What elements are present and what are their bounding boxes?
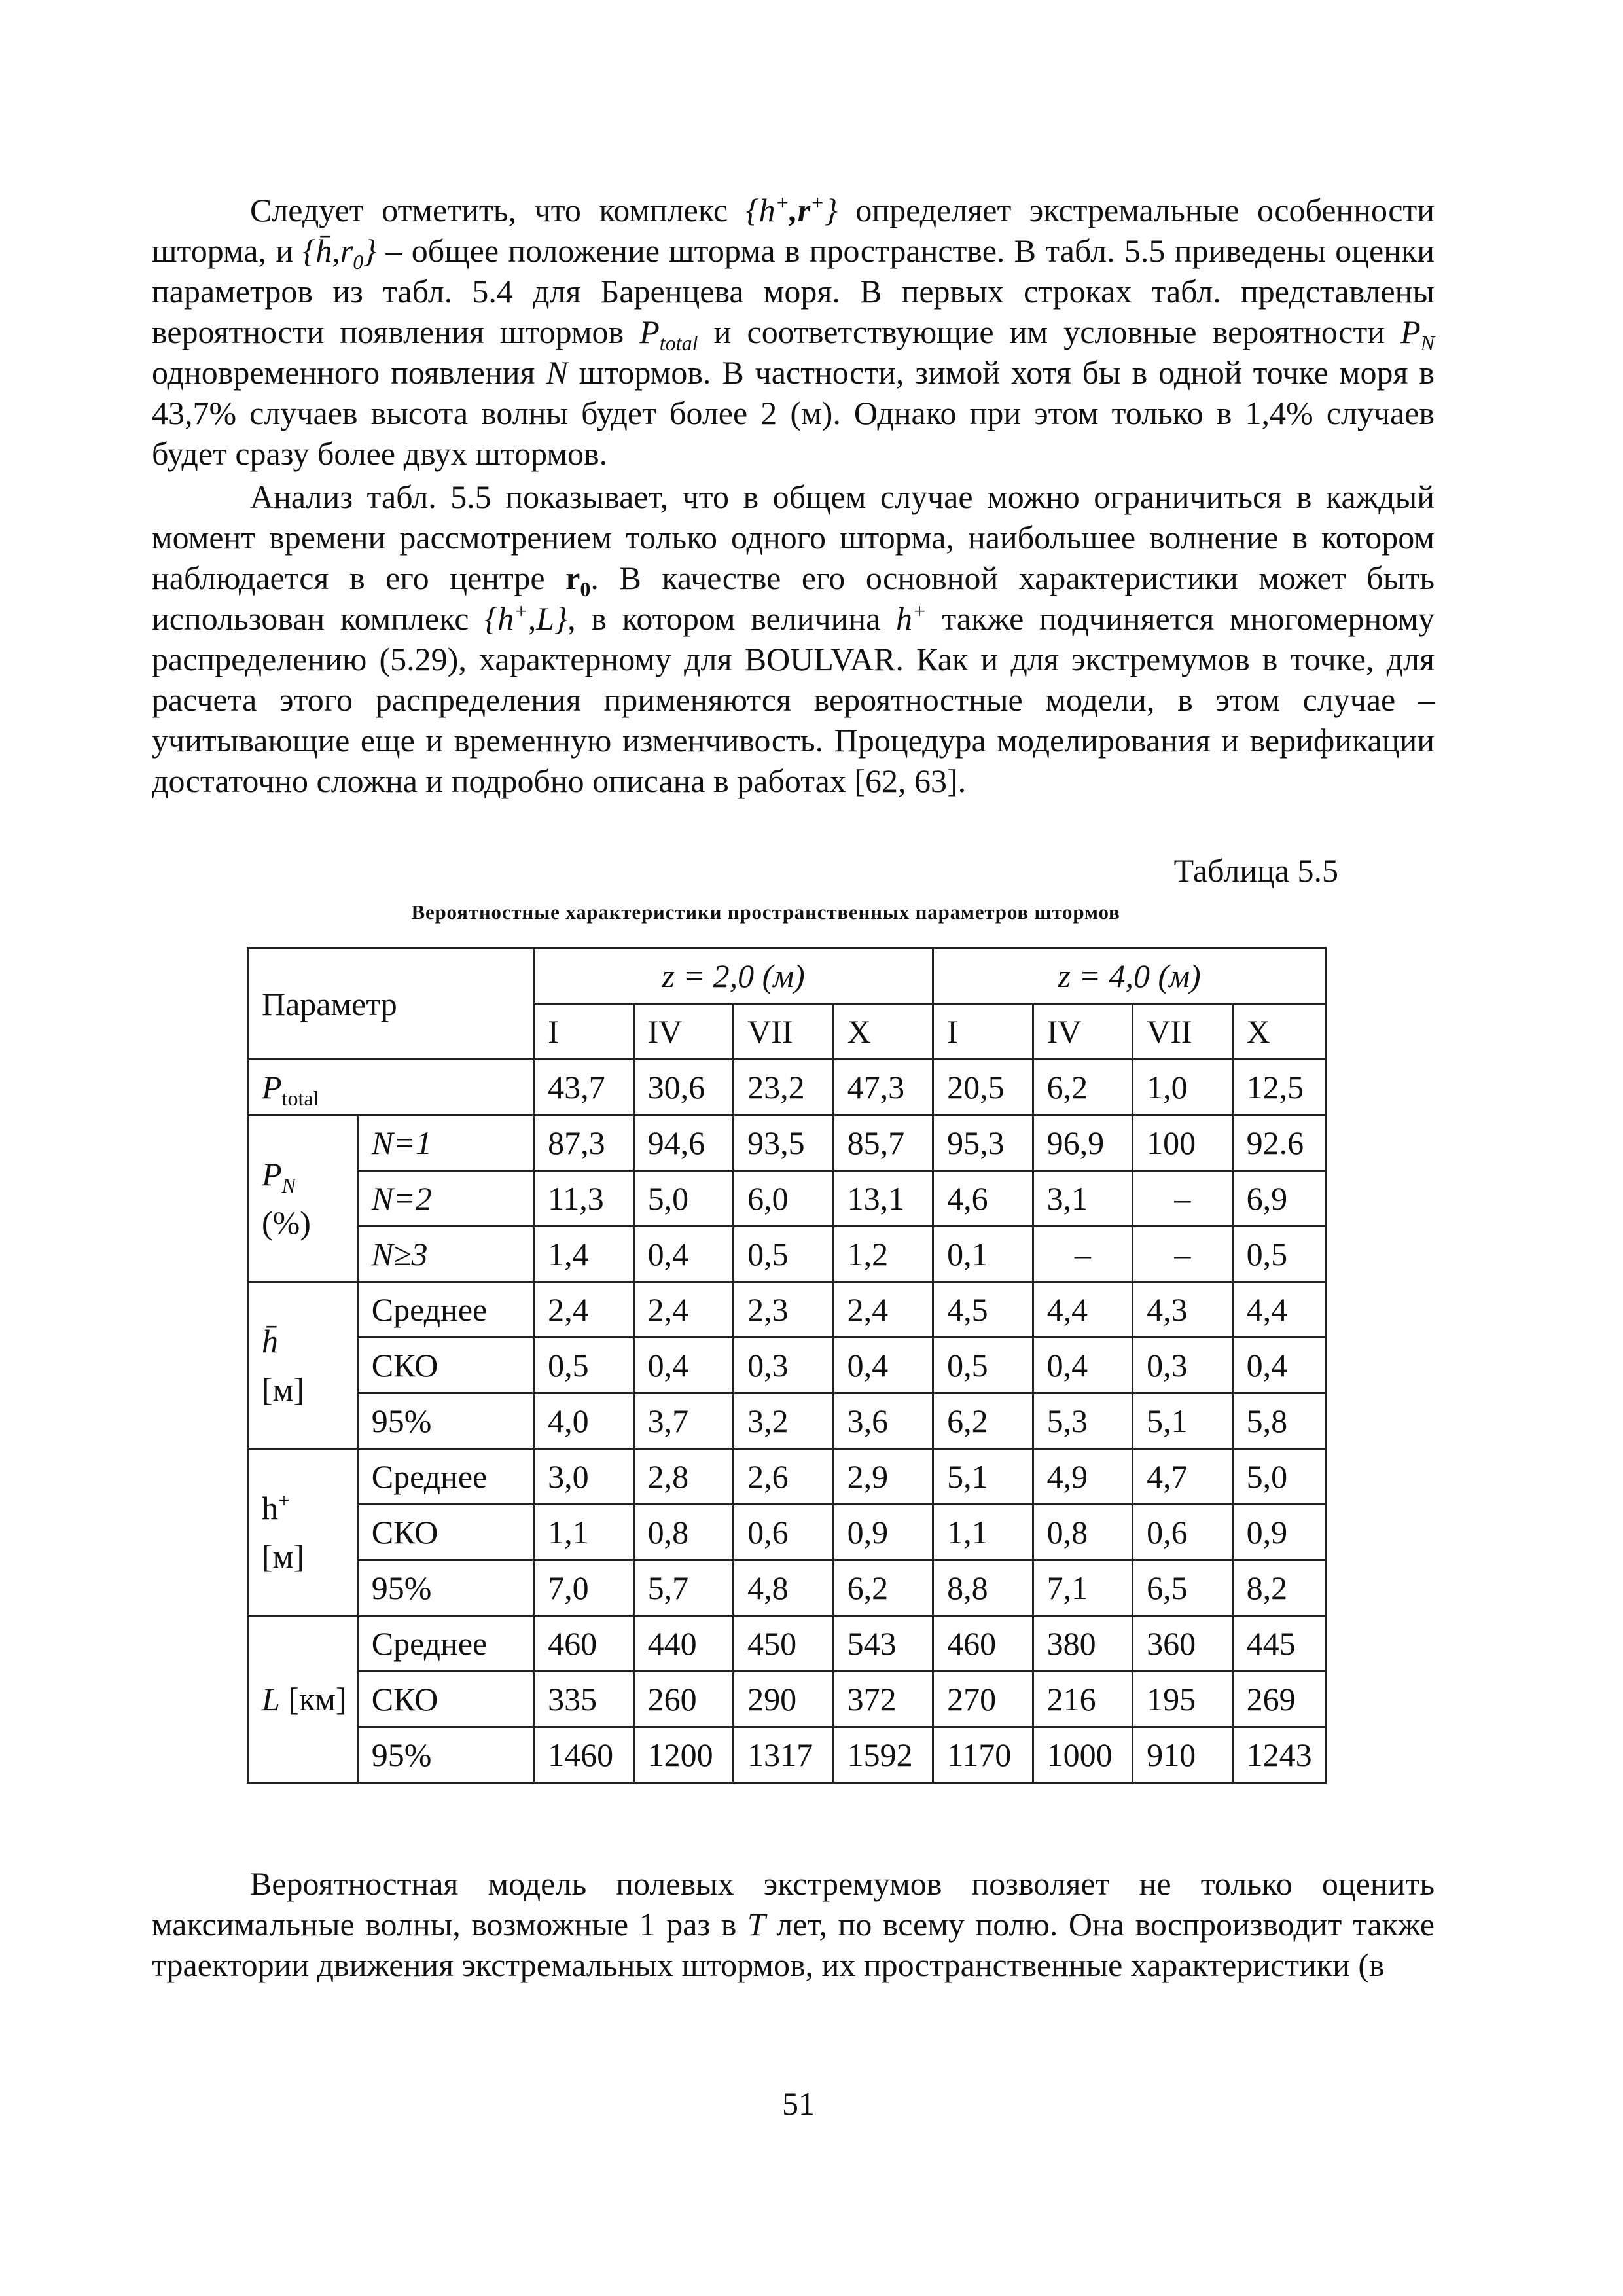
table-row [248, 1393, 1326, 1449]
p2-hplus-symbol: h+ [896, 599, 927, 637]
table-cell: 445 [1232, 1616, 1325, 1672]
table-row [248, 1616, 1326, 1672]
table-cell: 4,5 [933, 1282, 1033, 1338]
table-cell: 260 [633, 1672, 733, 1727]
table-cell: 2,4 [534, 1282, 633, 1338]
p1-text-2: определяет экстремальные особенности шторма, и [152, 192, 1435, 269]
table-cell: 0,4 [833, 1338, 933, 1393]
p1-pn-symbol: $P_N$ [1400, 314, 1435, 355]
table-cell: 0,4 [633, 1227, 733, 1282]
table-cell: 3,2 [734, 1393, 833, 1449]
table-cell: 87,3 [534, 1115, 633, 1171]
table-cell: 0,4 [633, 1338, 733, 1393]
table-number: Таблица 5.5 [1173, 852, 1338, 889]
table-cell: 216 [1033, 1672, 1132, 1727]
table-cell: 6,9 [1232, 1171, 1325, 1227]
page-number: 51 [782, 2085, 815, 2122]
row-group-pn: $P_N$ (%) [248, 1115, 358, 1282]
table-cell: 5,1 [1133, 1393, 1232, 1449]
header-month: VII [734, 1004, 833, 1060]
paragraph-3 [152, 1863, 1435, 1985]
table-cell: 1,4 [534, 1227, 633, 1282]
table-cell: 2,8 [633, 1449, 733, 1505]
table-cell: 360 [1133, 1616, 1232, 1672]
table-cell: 3,6 [833, 1393, 933, 1449]
header-month: X [1232, 1004, 1325, 1060]
row-sublabel: Среднее [357, 1282, 533, 1338]
table-row [248, 1449, 1326, 1505]
table-cell: 270 [933, 1672, 1033, 1727]
table-cell: 269 [1232, 1672, 1325, 1727]
p2-text-3: , в котором величина [567, 600, 897, 637]
table-cell: 1460 [534, 1727, 633, 1783]
table-cell: 0,5 [933, 1338, 1033, 1393]
table-cell: 47,3 [833, 1060, 933, 1115]
table-row [248, 1282, 1326, 1338]
row-sublabel: 95% [357, 1393, 533, 1449]
table-cell: 0,4 [1232, 1338, 1325, 1393]
table-cell: 4,4 [1232, 1282, 1325, 1338]
table-cell: 335 [534, 1672, 633, 1727]
table-cell: 1000 [1033, 1727, 1132, 1783]
p3-t-symbol: T [747, 1906, 766, 1943]
p1-ptotal-symbol: $P_{total}$ [639, 314, 698, 355]
table-cell: 4,7 [1133, 1449, 1232, 1505]
paragraph-2 [152, 476, 1435, 801]
table-cell: 2,4 [633, 1282, 733, 1338]
table-cell: 4,8 [734, 1560, 833, 1616]
table-cell: 0,5 [534, 1338, 633, 1393]
table-cell: 7,0 [534, 1560, 633, 1616]
p1-text-3: – общее положение шторма в пространстве. В табл. 5.5 приведены оценки параметров из табл. 5.4 для Баренцева моря. В первых строках табл. представлены вероятности появления штормов [152, 232, 1435, 350]
table-cell: 450 [734, 1616, 833, 1672]
p2-text-2: . В качестве его основной характеристики может быть использован комплекс [152, 560, 1435, 637]
table-cell: 6,2 [833, 1560, 933, 1616]
table-cell: 543 [833, 1616, 933, 1672]
row-sublabel: N=2 [357, 1171, 533, 1227]
table-cell: 2,9 [833, 1449, 933, 1505]
table-cell: 460 [534, 1616, 633, 1672]
table-cell: 380 [1033, 1616, 1132, 1672]
table-cell: 0,4 [1033, 1338, 1132, 1393]
table-cell: 440 [633, 1616, 733, 1672]
table-cell: 195 [1133, 1672, 1232, 1727]
header-month: IV [633, 1004, 733, 1060]
table-cell: 1170 [933, 1727, 1033, 1783]
table-cell: 1,1 [534, 1505, 633, 1560]
table-cell: 6,0 [734, 1171, 833, 1227]
table-cell: 5,3 [1033, 1393, 1132, 1449]
header-z-2: z = 2,0 (м) [534, 948, 933, 1004]
table-cell: 0,6 [1133, 1505, 1232, 1560]
header-month: VII [1133, 1004, 1232, 1060]
row-sublabel: СКО [357, 1672, 533, 1727]
row-sublabel: Среднее [357, 1449, 533, 1505]
table-cell: – [1033, 1227, 1132, 1282]
table-cell: 2,4 [833, 1282, 933, 1338]
table-caption: Вероятностные характеристики пространственных параметров штормов [411, 901, 1120, 924]
table-cell: 0,6 [734, 1505, 833, 1560]
table-cell: 1317 [734, 1727, 833, 1783]
table-cell: 0,5 [1232, 1227, 1325, 1282]
row-sublabel: СКО [357, 1505, 533, 1560]
table-cell: 460 [933, 1616, 1033, 1672]
p1-text-6: штормов. В частности, зимой хотя бы в одной точке моря в 43,7% случаев высота волны будет более 2 (м). Однако при этом только в 1,4% случаев будет сразу более двух штормов. [152, 354, 1435, 472]
table-cell: 3,0 [534, 1449, 633, 1505]
header-month: I [933, 1004, 1033, 1060]
p3-text-2: лет, по всему полю. Она воспроизводит также траектории движения экстремальных штормов, их пространственные характеристики (в [152, 1906, 1435, 1983]
table-cell: 3,1 [1033, 1171, 1132, 1227]
row-sublabel: 95% [357, 1560, 533, 1616]
table-cell: 6,2 [1033, 1060, 1132, 1115]
table-cell: 3,7 [633, 1393, 733, 1449]
table-cell: 100 [1133, 1115, 1232, 1171]
table-row [248, 1672, 1326, 1727]
header-z-4: z = 4,0 (м) [933, 948, 1326, 1004]
table-cell: 12,5 [1232, 1060, 1325, 1115]
table-cell: 0,1 [933, 1227, 1033, 1282]
p3-text-1: Вероятностная модель полевых экстремумов позволяет не только оценить максимальные волны, возможные 1 раз в [152, 1865, 1435, 1943]
row-sublabel: N≥3 [357, 1227, 533, 1282]
p2-text-4: также подчиняется многомерному распределению (5.29), характерному для BOULVAR. Как и для экстремумов в точке, для расчета этого распределения применяются вероятностные модели, в этом случае – учитывающие еще и временную изменчивость. Процедура моделирования и верификации достаточно сложна и подробно описана в работах [62, 63]. [152, 600, 1435, 799]
table-row [248, 1338, 1326, 1393]
table-cell: 0,9 [833, 1505, 933, 1560]
row-group-hbar: h̄ [м] [248, 1282, 358, 1449]
table-cell: 23,2 [734, 1060, 833, 1115]
storm-parameters-table [247, 947, 1327, 1784]
p1-text-4: и соответствующие им условные вероятности [698, 314, 1401, 350]
table-cell: 1,2 [833, 1227, 933, 1282]
table-cell: 7,1 [1033, 1560, 1132, 1616]
table-header-row-1 [248, 948, 1326, 1004]
table-cell: 1200 [633, 1727, 733, 1783]
row-sublabel: 95% [357, 1727, 533, 1783]
table-cell: 96,9 [1033, 1115, 1132, 1171]
table-cell: 4,4 [1033, 1282, 1132, 1338]
table-cell: 5,0 [1232, 1449, 1325, 1505]
table-cell: – [1133, 1171, 1232, 1227]
table-cell: 11,3 [534, 1171, 633, 1227]
table-cell: 0,5 [734, 1227, 833, 1282]
table-cell: 5,7 [633, 1560, 733, 1616]
table-cell: 0,9 [1232, 1505, 1325, 1560]
table-cell: 8,8 [933, 1560, 1033, 1616]
p1-complex-hbar: $\{h̄,r_0\}$ [302, 232, 377, 274]
table-cell: 93,5 [734, 1115, 833, 1171]
table-cell: 5,0 [633, 1171, 733, 1227]
row-group-hplus: h+ [м] [248, 1449, 358, 1616]
row-label-ptotal: $P_{total}$ [248, 1060, 534, 1115]
table-cell: 95,3 [933, 1115, 1033, 1171]
p1-complex-hplus: {h+,r+} [745, 190, 838, 228]
table-row [248, 1115, 1326, 1171]
p1-text-1: Следует отметить, что комплекс [250, 192, 746, 228]
table-cell: 6,5 [1133, 1560, 1232, 1616]
table-cell: 30,6 [633, 1060, 733, 1115]
table-cell: 290 [734, 1672, 833, 1727]
row-sublabel: Среднее [357, 1616, 533, 1672]
table-row [248, 1171, 1326, 1227]
table-cell: 0,8 [1033, 1505, 1132, 1560]
table-cell: 2,3 [734, 1282, 833, 1338]
table-cell: 94,6 [633, 1115, 733, 1171]
p2-complex: {h+,L} [484, 599, 568, 637]
header-parameter: Параметр [248, 948, 534, 1060]
table-cell: 910 [1133, 1727, 1232, 1783]
p1-n-symbol: N [546, 354, 568, 391]
table-cell: 20,5 [933, 1060, 1033, 1115]
row-group-l: L [км] [248, 1616, 358, 1783]
table-cell: 1,1 [933, 1505, 1033, 1560]
table-cell: 1,0 [1133, 1060, 1232, 1115]
table-cell: 4,3 [1133, 1282, 1232, 1338]
paragraph-1 [152, 190, 1435, 474]
row-sublabel: N=1 [357, 1115, 533, 1171]
table-row [248, 1560, 1326, 1616]
p2-text-1: Анализ табл. 5.5 показывает, что в общем случае можно ограничиться в каждый момент времени рассмотрением только одного шторма, наибольшее волнение в котором наблюдается в его центре [152, 478, 1435, 596]
table-cell: 5,1 [933, 1449, 1033, 1505]
table-cell: 4,0 [534, 1393, 633, 1449]
table-cell: 92.6 [1232, 1115, 1325, 1171]
table-cell: 43,7 [534, 1060, 633, 1115]
table-row-ptotal [248, 1060, 1326, 1115]
table-cell: – [1133, 1227, 1232, 1282]
table-row [248, 1505, 1326, 1560]
table-cell: 13,1 [833, 1171, 933, 1227]
table-cell: 4,6 [933, 1171, 1033, 1227]
table-cell: 5,8 [1232, 1393, 1325, 1449]
table-cell: 1592 [833, 1727, 933, 1783]
table-cell: 6,2 [933, 1393, 1033, 1449]
table-cell: 0,3 [1133, 1338, 1232, 1393]
header-month: I [534, 1004, 633, 1060]
table-row [248, 1727, 1326, 1783]
table-cell: 1243 [1232, 1727, 1325, 1783]
table-cell: 0,8 [633, 1505, 733, 1560]
table-row [248, 1227, 1326, 1282]
header-month: X [833, 1004, 933, 1060]
row-sublabel: СКО [357, 1338, 533, 1393]
table-cell: 0,3 [734, 1338, 833, 1393]
table-cell: 4,9 [1033, 1449, 1132, 1505]
p2-r0-symbol: $r_0$ [565, 560, 591, 601]
header-month: IV [1033, 1004, 1132, 1060]
table-cell: 8,2 [1232, 1560, 1325, 1616]
table-cell: 85,7 [833, 1115, 933, 1171]
p1-text-5: одновременного появления [152, 354, 546, 391]
table-cell: 2,6 [734, 1449, 833, 1505]
table-cell: 372 [833, 1672, 933, 1727]
